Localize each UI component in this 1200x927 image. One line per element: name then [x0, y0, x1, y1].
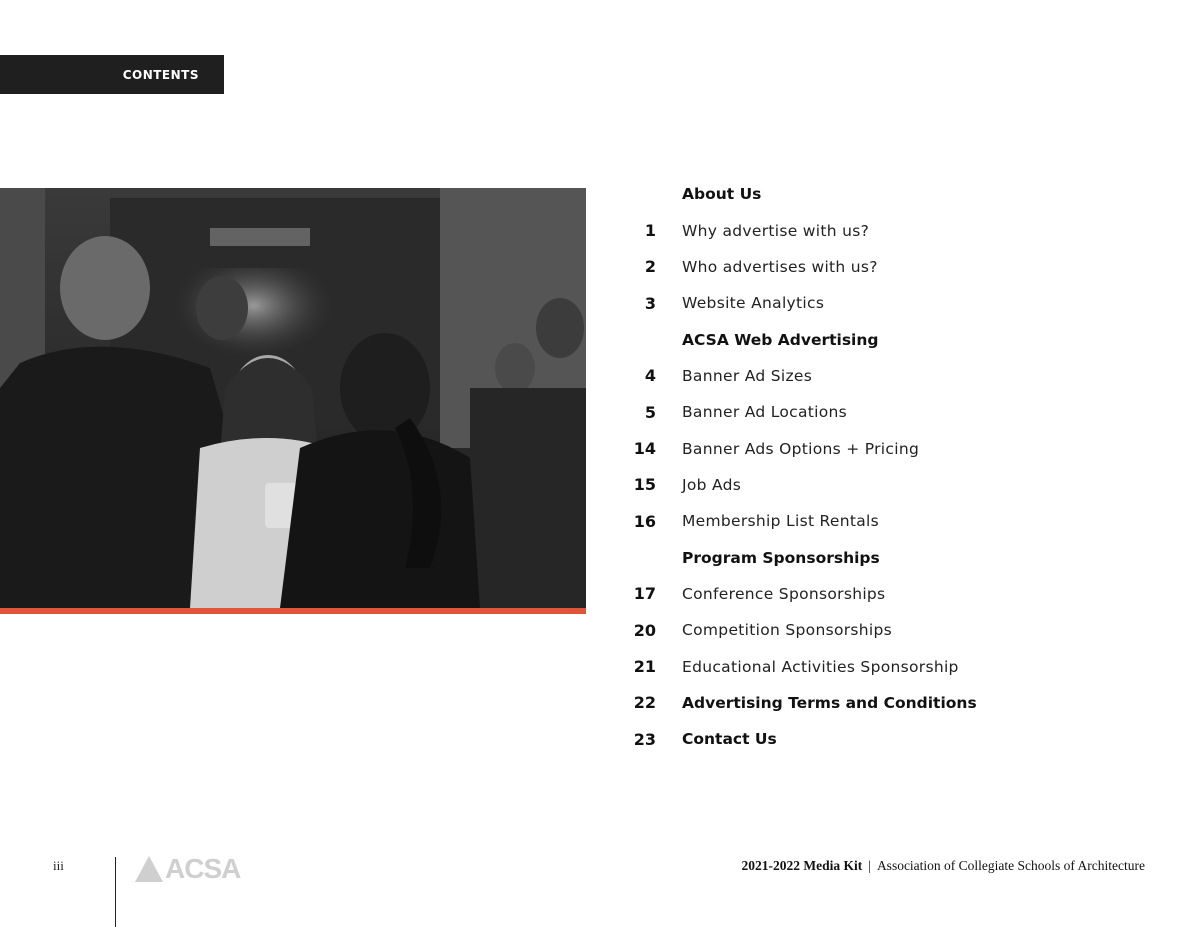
toc-entry-label: Competition Sponsorships [682, 621, 893, 640]
organization-name: Association of Collegiate Schools of Architecture [876, 858, 1145, 873]
toc-section-heading: Program Sponsorships [682, 548, 880, 567]
toc-page-number: 14 [633, 439, 656, 459]
toc-entry[interactable] [620, 285, 1040, 321]
toc-page-number: 20 [633, 620, 656, 640]
toc-entry[interactable] [620, 576, 1040, 612]
toc-entry[interactable] [620, 358, 1040, 394]
contents-tab [0, 55, 224, 94]
toc-entry-label: Educational Activities Sponsorship [682, 657, 959, 676]
networking-photo [0, 188, 586, 608]
toc-entry-label: Job Ads [682, 475, 742, 494]
toc-entry[interactable] [620, 503, 1040, 539]
toc-entry-label: Banner Ad Sizes [682, 366, 813, 385]
table-of-contents [620, 176, 1040, 758]
footer-separator: | [868, 858, 871, 873]
footer-caption [741, 858, 1145, 874]
toc-page-number: 17 [633, 584, 656, 604]
toc-entry[interactable] [620, 685, 1040, 721]
toc-page-number: 16 [633, 511, 656, 531]
logo-text: ACSA [165, 853, 241, 884]
toc-entry-label: Banner Ad Locations [682, 403, 848, 422]
toc-entry-label: Banner Ads Options + Pricing [682, 439, 920, 458]
toc-section-heading: ACSA Web Advertising [682, 330, 879, 349]
media-kit-title: 2021-2022 Media Kit [741, 858, 863, 873]
toc-section-heading: Contact Us [682, 730, 777, 749]
toc-entry-label: Conference Sponsorships [682, 584, 886, 603]
toc-entry-label: Website Analytics [682, 294, 825, 313]
footer-divider [115, 857, 116, 927]
toc-entry[interactable] [620, 176, 1040, 212]
toc-entry[interactable] [620, 394, 1040, 430]
toc-entry[interactable] [620, 430, 1040, 466]
triangle-logo-icon [135, 856, 163, 882]
toc-page-number: 22 [633, 693, 656, 713]
toc-entry-label: Membership List Rentals [682, 512, 880, 531]
toc-page-number: 21 [633, 657, 656, 677]
toc-section-heading: About Us [682, 185, 762, 204]
toc-entry-label: Why advertise with us? [682, 221, 870, 240]
toc-page-number: 2 [644, 257, 656, 277]
toc-page-number: 23 [633, 729, 656, 749]
toc-entry[interactable] [620, 648, 1040, 684]
toc-page-number: 5 [644, 402, 656, 422]
toc-page-number: 1 [644, 221, 656, 241]
toc-entry[interactable] [620, 249, 1040, 285]
toc-entry-label: Who advertises with us? [682, 257, 878, 276]
toc-section-heading: Advertising Terms and Conditions [682, 693, 977, 712]
accent-bar [0, 608, 586, 614]
toc-page-number: 4 [644, 366, 656, 386]
contents-tab-label: CONTENTS [122, 67, 199, 82]
toc-page-number: 15 [633, 475, 656, 495]
toc-entry[interactable] [620, 612, 1040, 648]
toc-entry[interactable] [620, 721, 1040, 757]
toc-entry[interactable] [620, 467, 1040, 503]
toc-entry[interactable] [620, 212, 1040, 248]
toc-page-number: 3 [644, 293, 656, 313]
acsa-logo [135, 853, 240, 885]
toc-entry[interactable] [620, 321, 1040, 357]
toc-entry[interactable] [620, 539, 1040, 575]
page-number: iii [53, 858, 64, 873]
